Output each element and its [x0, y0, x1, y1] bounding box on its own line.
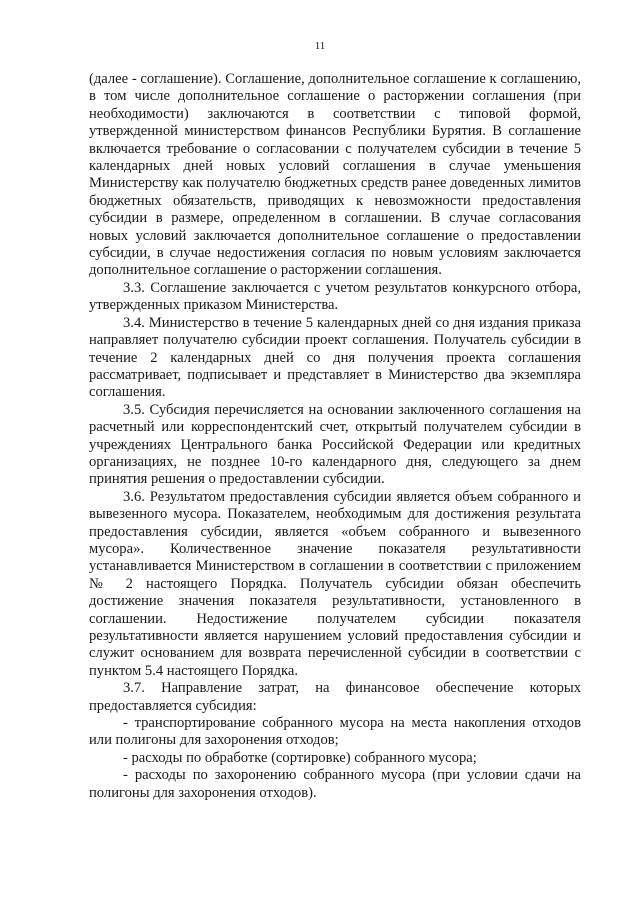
list-item-processing: - расходы по обработке (сортировке) собранного мусора;	[123, 749, 477, 766]
paragraph-3-6: 3.6. Результатом предоставления субсидии является объем собранного и вывезенного мусора. Показателем, необходимым для достижения результата предоставления субсидии, является «объем собранного и вывезенного мусора». Количественное значение показателя результативности устанавливается Министерством в соглашении в соответствии с приложением № 2 настоящего Порядка. Получатель субсидии обязан обеспечить достижение значения показателя результативности, установленного в соглашении. Недостижение получателем субсидии показателя результативности является нарушением условий предоставления субсидии и служит основанием для возврата перечисленной субсидии в соответствии с пунктом 5.4 настоящего Порядка.	[89, 488, 581, 679]
document-body	[89, 71, 581, 802]
paragraph-3-5: 3.5. Субсидия перечисляется на основании заключенного соглашения на расчетный или корреспондентский счет, открытый получателем субсидии в учреждениях Центрального банка Российской Федерации или кредитных организациях, не позднее 10-го календарного дня, следующего за днем принятия решения о предоставлении субсидии.	[89, 401, 581, 488]
paragraph-3-7: 3.7. Направление затрат, на финансовое обеспечение которых предоставляется субсидия:	[89, 680, 581, 714]
list-item-disposal: - расходы по захоронению собранного мусора (при условии сдачи на полигоны для захоронения отходов).	[89, 767, 581, 801]
paragraph-3-4: 3.4. Министерство в течение 5 календарных дней со дня издания приказа направляет получателю субсидии проект соглашения. Получатель субсидии в течение 2 календарных дней со дня получения проекта соглашения рассматривает, подписывает и представляет в Министерство два экземпляра соглашения.	[89, 314, 581, 401]
list-item-transport: - транспортирование собранного мусора на места накопления отходов или полигоны для захоронения отходов;	[89, 715, 581, 749]
paragraph-continuation: (далее - соглашение). Соглашение, дополнительное соглашение к соглашению, в том числе дополнительное соглашение о расторжении соглашения (при необходимости) заключаются в соответствии с типовой формой, утвержденной министерством финансов Республики Бурятия. В соглашение включается требование о согласовании с получателем субсидии в течение 5 календарных дней новых условий соглашения в случае уменьшения Министерству как получателю бюджетных средств ранее доведенных лимитов бюджетных обязательств, приводящих к невозможности предоставления субсидии в размере, определенном в соглашении. В случае согласования новых условий заключается дополнительное соглашение о предоставлении субсидии, в случае недостижения согласия по новым условиям заключается дополнительное соглашение о расторжении соглашения.	[89, 71, 581, 279]
paragraph-3-3: 3.3. Соглашение заключается с учетом результатов конкурсного отбора, утвержденных приказом Министерства.	[89, 279, 581, 314]
page-number: 11	[314, 40, 326, 52]
